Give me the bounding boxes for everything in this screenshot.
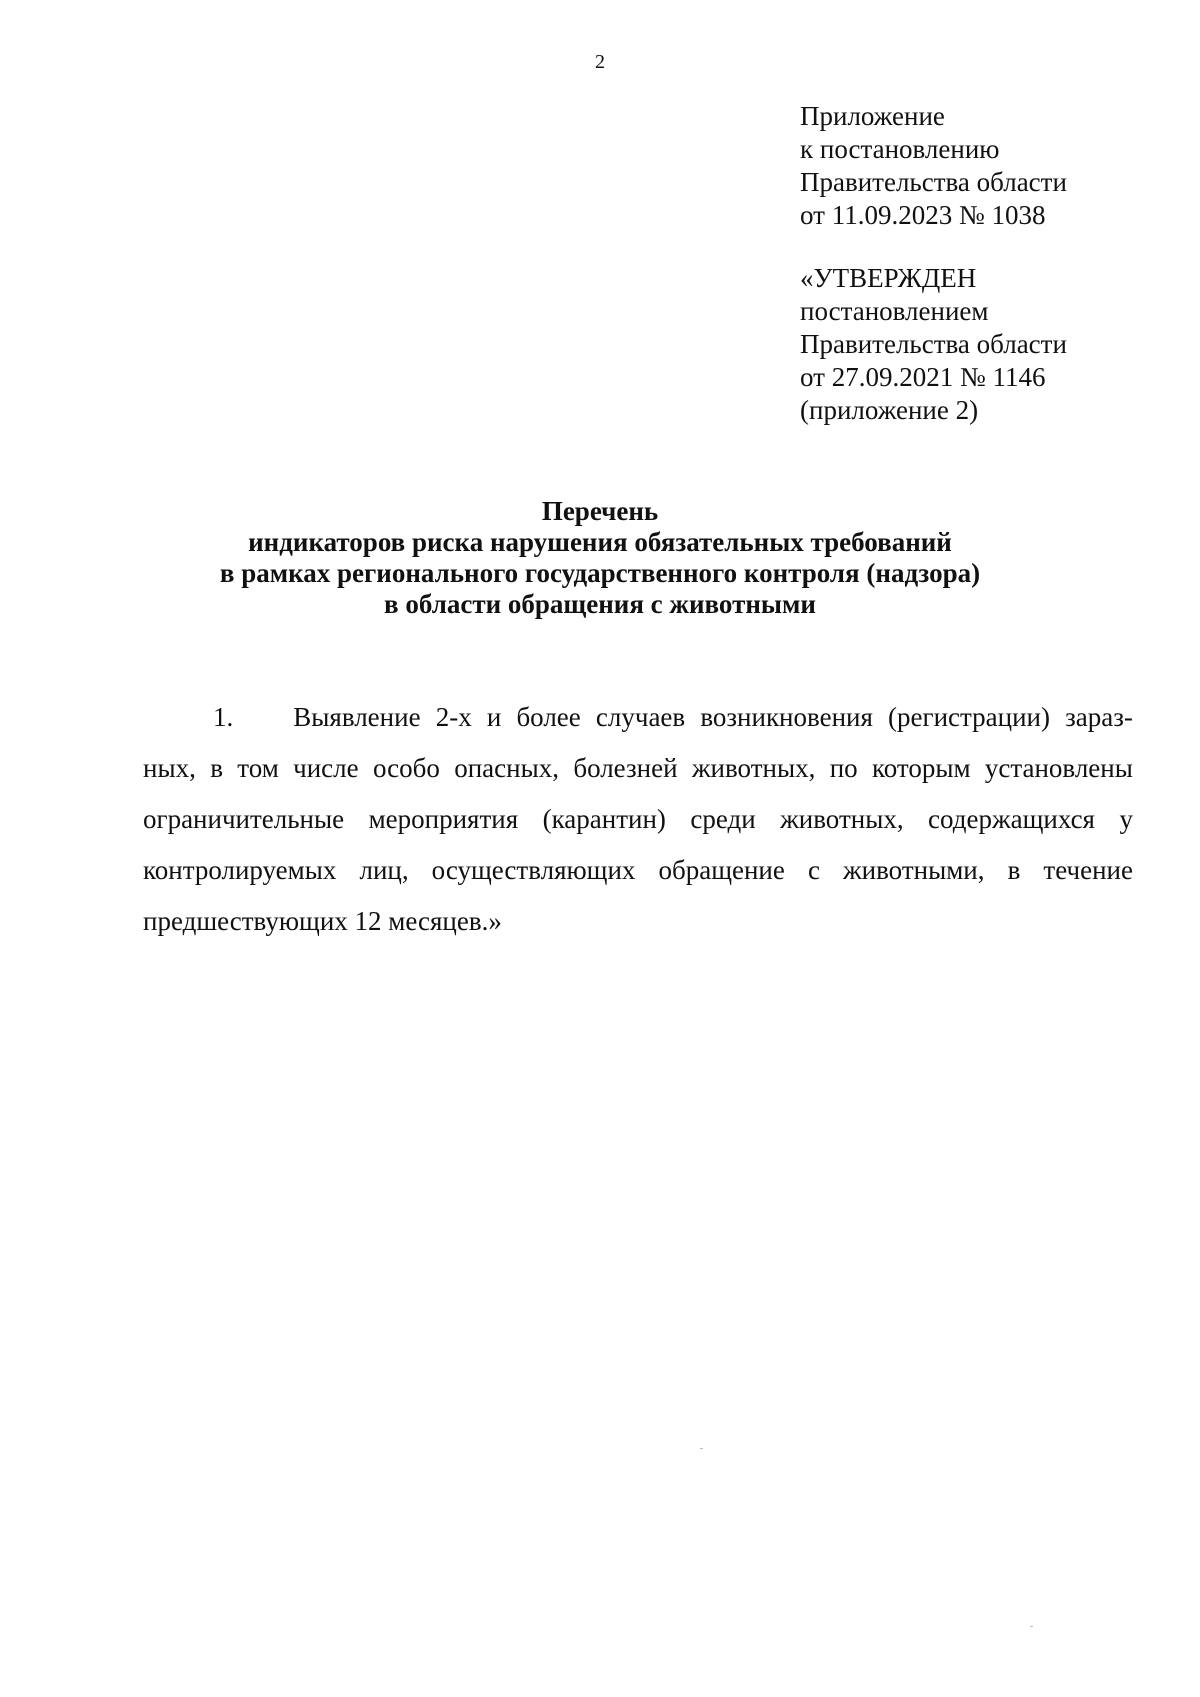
item-word: особо [372, 753, 440, 783]
item-word: в [1007, 855, 1021, 885]
item-word: обращение [658, 855, 785, 885]
item-first-line [143, 692, 1133, 743]
item-word: числе [293, 753, 359, 783]
scan-speck [1030, 1626, 1033, 1627]
item-word: ограничительные [143, 804, 345, 834]
item-word: (регистрации) [888, 702, 1050, 732]
item-word: том [237, 753, 279, 783]
list-item [143, 692, 1133, 947]
title-line: индикаторов риска нарушения обязательных требований [248, 527, 952, 557]
approval-line: Правительства области [800, 329, 1067, 359]
item-text-line [143, 794, 1133, 845]
item-word: более [516, 702, 581, 732]
item-word: контролируемых [143, 855, 337, 885]
item-word: случаев [595, 702, 686, 732]
item-word: (карантин) [542, 804, 666, 834]
item-word: Выявление [293, 702, 421, 732]
item-word: зараз- [1065, 702, 1133, 732]
item-number: 1. [213, 702, 234, 732]
item-word: течение [1043, 855, 1133, 885]
item-word: у [1119, 804, 1133, 834]
approval-line: от 27.09.2021 № 1146 [800, 362, 1046, 392]
item-word: животных, [691, 753, 816, 783]
item-word: осуществляющих [431, 855, 636, 885]
item-word: которым [871, 753, 971, 783]
item-word: с [807, 855, 820, 885]
item-word: возникновения [700, 702, 873, 732]
item-word: опасных, [454, 753, 559, 783]
item-word: 2-х [435, 702, 472, 732]
item-word: установлены [984, 753, 1133, 783]
approval-header [800, 262, 1170, 427]
item-word: среди [690, 804, 756, 834]
scan-speck [700, 1448, 703, 1449]
item-word: лиц, [359, 855, 409, 885]
title-line: в рамках регионального государственного контроля (надзора) [219, 558, 981, 588]
item-word: и [486, 702, 502, 732]
approval-line: (приложение 2) [800, 395, 979, 425]
annex-line: от 11.09.2023 № 1038 [800, 200, 1046, 230]
page-number: 2 [595, 51, 605, 73]
annex-line: к постановлению [800, 134, 1000, 164]
item-word: в [210, 753, 223, 783]
title-line: в области обращения с животными [384, 589, 816, 619]
annex-line: Правительства области [800, 167, 1067, 197]
item-text-line [143, 743, 1133, 794]
item-word: ных, [143, 753, 196, 783]
approval-line: «УТВЕРЖДЕН [800, 263, 977, 293]
document-title [0, 496, 1200, 620]
item-word: животными, [843, 855, 985, 885]
item-text-line [293, 692, 1133, 743]
item-word: по [829, 753, 858, 783]
item-word: животных, [780, 804, 904, 834]
item-word: мероприятия [368, 804, 519, 834]
annex-line: Приложение [800, 101, 945, 131]
item-word: болезней [573, 753, 678, 783]
item-text-line: предшествующих 12 месяцев.» [143, 906, 502, 936]
title-line: Перечень [541, 496, 659, 526]
approval-line: постановлением [800, 296, 989, 326]
item-word: содержащихся [928, 804, 1095, 834]
annex-header [800, 100, 1170, 232]
item-text-line [143, 845, 1133, 896]
